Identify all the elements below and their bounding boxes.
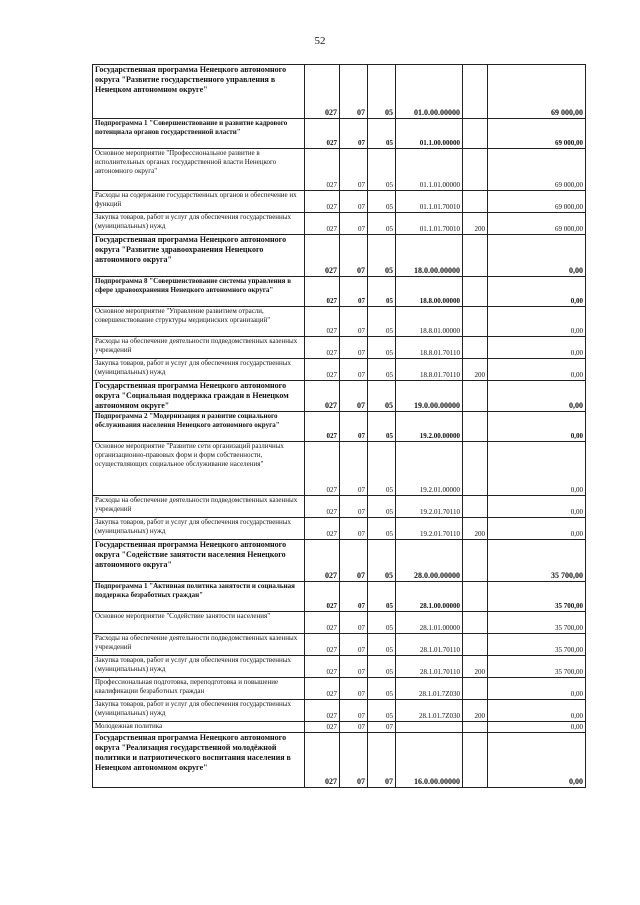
table-row bbox=[93, 496, 586, 518]
table-row bbox=[93, 337, 586, 359]
amount-cell: 0,00 bbox=[488, 412, 586, 442]
expense-type-cell: 200 bbox=[463, 518, 488, 540]
row-name-cell: Закупка товаров, работ и услуг для обеспечения государственных (муниципальных) нужд bbox=[93, 700, 305, 722]
subsection-code-cell: 05 bbox=[368, 496, 396, 518]
expense-type-cell bbox=[463, 307, 488, 337]
ministry-code-cell: 027 bbox=[305, 119, 340, 149]
section-code-cell: 07 bbox=[340, 119, 368, 149]
amount-cell: 69 000,00 bbox=[488, 149, 586, 191]
section-code-cell: 07 bbox=[340, 213, 368, 235]
subsection-code-cell: 05 bbox=[368, 442, 396, 496]
amount-cell: 35 700,00 bbox=[488, 612, 586, 634]
section-code-cell: 07 bbox=[340, 412, 368, 442]
expense-type-cell bbox=[463, 540, 488, 582]
ministry-code-cell: 027 bbox=[305, 634, 340, 656]
target-code-cell: 18.8.01.70110 bbox=[396, 337, 463, 359]
table-row bbox=[93, 634, 586, 656]
ministry-code-cell: 027 bbox=[305, 518, 340, 540]
table-row bbox=[93, 65, 586, 119]
row-name-cell: Расходы на содержание государственных органов и обеспечение их функций bbox=[93, 191, 305, 213]
row-name-cell: Подпрограмма 2 "Модернизация и развитие социального обслуживания населения Ненецкого автономного округа" bbox=[93, 412, 305, 442]
row-name-cell: Молодежная политика bbox=[93, 722, 305, 733]
row-name-cell: Закупка товаров, работ и услуг для обеспечения государственных (муниципальных) нужд bbox=[93, 518, 305, 540]
expense-type-cell bbox=[463, 191, 488, 213]
ministry-code-cell: 027 bbox=[305, 722, 340, 733]
section-code-cell: 07 bbox=[340, 656, 368, 678]
table-row bbox=[93, 235, 586, 277]
section-code-cell: 07 bbox=[340, 540, 368, 582]
subsection-code-cell: 05 bbox=[368, 235, 396, 277]
expense-type-cell bbox=[463, 119, 488, 149]
target-code-cell: 19.0.00.00000 bbox=[396, 381, 463, 412]
row-name-cell: Подпрограмма 1 "Активная политика занятости и социальная поддержка безработных граждан" bbox=[93, 582, 305, 612]
amount-cell: 69 000,00 bbox=[488, 191, 586, 213]
subsection-code-cell: 05 bbox=[368, 149, 396, 191]
section-code-cell: 07 bbox=[340, 722, 368, 733]
table-row bbox=[93, 722, 586, 733]
page-number: 52 bbox=[314, 35, 326, 47]
ministry-code-cell: 027 bbox=[305, 191, 340, 213]
target-code-cell: 19.2.00.00000 bbox=[396, 412, 463, 442]
target-code-cell: 18.8.01.70110 bbox=[396, 359, 463, 381]
target-code-cell: 18.8.01.00000 bbox=[396, 307, 463, 337]
amount-cell: 69 000,00 bbox=[488, 65, 586, 119]
table-row bbox=[93, 213, 586, 235]
row-name-cell: Государственная программа Ненецкого автономного округа "Реализация государственной молодёжной политики и патриотического воспитания населения в Ненецком автономном округе" bbox=[93, 733, 305, 788]
subsection-code-cell: 05 bbox=[368, 612, 396, 634]
amount-cell: 0,00 bbox=[488, 700, 586, 722]
expense-type-cell bbox=[463, 722, 488, 733]
ministry-code-cell: 027 bbox=[305, 496, 340, 518]
row-name-cell: Основное мероприятие "Управление развитием отрасли, совершенствование структуры медицинских организаций" bbox=[93, 307, 305, 337]
row-name-cell: Профессиональная подготовка, переподготовка и повышение квалификации безработных граждан bbox=[93, 678, 305, 700]
section-code-cell: 07 bbox=[340, 277, 368, 307]
expense-type-cell bbox=[463, 582, 488, 612]
table-row bbox=[93, 612, 586, 634]
amount-cell: 0,00 bbox=[488, 733, 586, 788]
ministry-code-cell: 027 bbox=[305, 235, 340, 277]
row-name-cell: Закупка товаров, работ и услуг для обеспечения государственных (муниципальных) нужд bbox=[93, 213, 305, 235]
subsection-code-cell: 05 bbox=[368, 678, 396, 700]
amount-cell: 0,00 bbox=[488, 307, 586, 337]
row-name-cell: Основное мероприятие "Содействие занятости населения" bbox=[93, 612, 305, 634]
amount-cell: 0,00 bbox=[488, 381, 586, 412]
amount-cell: 0,00 bbox=[488, 678, 586, 700]
ministry-code-cell: 027 bbox=[305, 277, 340, 307]
subsection-code-cell: 05 bbox=[368, 359, 396, 381]
row-name-cell: Подпрограмма 8 "Совершенствование системы управления в сфере здравоохранения Ненецкого автономного округа" bbox=[93, 277, 305, 307]
target-code-cell: 18.0.00.00000 bbox=[396, 235, 463, 277]
ministry-code-cell: 027 bbox=[305, 149, 340, 191]
target-code-cell: 28.1.01.7Z030 bbox=[396, 678, 463, 700]
target-code-cell: 01.1.01.70010 bbox=[396, 191, 463, 213]
table-row bbox=[93, 381, 586, 412]
amount-cell: 0,00 bbox=[488, 496, 586, 518]
target-code-cell: 01.0.00.00000 bbox=[396, 65, 463, 119]
amount-cell: 35 700,00 bbox=[488, 582, 586, 612]
ministry-code-cell: 027 bbox=[305, 442, 340, 496]
target-code-cell: 28.0.00.00000 bbox=[396, 540, 463, 582]
section-code-cell: 07 bbox=[340, 307, 368, 337]
ministry-code-cell: 027 bbox=[305, 656, 340, 678]
ministry-code-cell: 027 bbox=[305, 213, 340, 235]
expense-type-cell bbox=[463, 496, 488, 518]
table-row bbox=[93, 359, 586, 381]
expense-type-cell bbox=[463, 634, 488, 656]
subsection-code-cell: 05 bbox=[368, 700, 396, 722]
table-row bbox=[93, 191, 586, 213]
section-code-cell: 07 bbox=[340, 442, 368, 496]
amount-cell: 35 700,00 bbox=[488, 634, 586, 656]
row-name-cell: Расходы на обеспечение деятельности подведомственных казенных учреждений bbox=[93, 496, 305, 518]
section-code-cell: 07 bbox=[340, 700, 368, 722]
ministry-code-cell: 027 bbox=[305, 307, 340, 337]
ministry-code-cell: 027 bbox=[305, 612, 340, 634]
target-code-cell: 28.1.01.70110 bbox=[396, 634, 463, 656]
table-row bbox=[93, 582, 586, 612]
target-code-cell: 16.0.00.00000 bbox=[396, 733, 463, 788]
section-code-cell: 07 bbox=[340, 634, 368, 656]
table-row bbox=[93, 307, 586, 337]
amount-cell: 0,00 bbox=[488, 442, 586, 496]
expense-type-cell: 200 bbox=[463, 700, 488, 722]
subsection-code-cell: 05 bbox=[368, 656, 396, 678]
amount-cell: 35 700,00 bbox=[488, 540, 586, 582]
section-code-cell: 07 bbox=[340, 496, 368, 518]
target-code-cell: 19.2.01.70110 bbox=[396, 496, 463, 518]
subsection-code-cell: 05 bbox=[368, 518, 396, 540]
amount-cell: 69 000,00 bbox=[488, 213, 586, 235]
ministry-code-cell: 027 bbox=[305, 412, 340, 442]
section-code-cell: 07 bbox=[340, 733, 368, 788]
table-row bbox=[93, 700, 586, 722]
expense-type-cell bbox=[463, 65, 488, 119]
table-row bbox=[93, 277, 586, 307]
section-code-cell: 07 bbox=[340, 359, 368, 381]
target-code-cell: 01.1.00.00000 bbox=[396, 119, 463, 149]
row-name-cell: Государственная программа Ненецкого автономного округа "Социальная поддержка граждан в Ненецком автономном округе" bbox=[93, 381, 305, 412]
row-name-cell: Расходы на обеспечение деятельности подведомственных казенных учреждений bbox=[93, 634, 305, 656]
section-code-cell: 07 bbox=[340, 191, 368, 213]
ministry-code-cell: 027 bbox=[305, 337, 340, 359]
row-name-cell: Подпрограмма 1 "Совершенствование и развитие кадрового потенциала органов государственной власти" bbox=[93, 119, 305, 149]
expense-type-cell bbox=[463, 149, 488, 191]
table-row bbox=[93, 656, 586, 678]
subsection-code-cell: 07 bbox=[368, 722, 396, 733]
expense-type-cell bbox=[463, 235, 488, 277]
table-row bbox=[93, 442, 586, 496]
subsection-code-cell: 05 bbox=[368, 213, 396, 235]
expense-type-cell bbox=[463, 277, 488, 307]
subsection-code-cell: 05 bbox=[368, 381, 396, 412]
target-code-cell: 28.1.01.70110 bbox=[396, 656, 463, 678]
table-row bbox=[93, 733, 586, 788]
section-code-cell: 07 bbox=[340, 149, 368, 191]
row-name-cell: Государственная программа Ненецкого автономного округа "Содействие занятости населения Ненецкого автономного округа" bbox=[93, 540, 305, 582]
target-code-cell: 01.1.01.70010 bbox=[396, 213, 463, 235]
amount-cell: 69 000,00 bbox=[488, 119, 586, 149]
target-code-cell: 19.2.01.00000 bbox=[396, 442, 463, 496]
row-name-cell: Основное мероприятие "Развитие сети организаций различных организационно-правовых форм и форм собственности, осуществляющих социальное обслуживание населения" bbox=[93, 442, 305, 496]
subsection-code-cell: 05 bbox=[368, 277, 396, 307]
amount-cell: 0,00 bbox=[488, 722, 586, 733]
subsection-code-cell: 07 bbox=[368, 733, 396, 788]
amount-cell: 0,00 bbox=[488, 518, 586, 540]
table-row bbox=[93, 518, 586, 540]
row-name-cell: Государственная программа Ненецкого автономного округа "Развитие государственного управления в Ненецком автономном округе" bbox=[93, 65, 305, 119]
table-row bbox=[93, 412, 586, 442]
table-row bbox=[93, 119, 586, 149]
expense-type-cell: 200 bbox=[463, 656, 488, 678]
subsection-code-cell: 05 bbox=[368, 337, 396, 359]
table-row bbox=[93, 678, 586, 700]
row-name-cell: Расходы на обеспечение деятельности подведомственных казенных учреждений bbox=[93, 337, 305, 359]
subsection-code-cell: 05 bbox=[368, 119, 396, 149]
ministry-code-cell: 027 bbox=[305, 65, 340, 119]
section-code-cell: 07 bbox=[340, 612, 368, 634]
ministry-code-cell: 027 bbox=[305, 678, 340, 700]
expense-type-cell bbox=[463, 733, 488, 788]
section-code-cell: 07 bbox=[340, 381, 368, 412]
section-code-cell: 07 bbox=[340, 65, 368, 119]
ministry-code-cell: 027 bbox=[305, 733, 340, 788]
subsection-code-cell: 05 bbox=[368, 307, 396, 337]
expense-type-cell: 200 bbox=[463, 213, 488, 235]
row-name-cell: Основное мероприятие "Профессиональное развитие в исполнительных органах государственной власти Ненецкого автономного округа" bbox=[93, 149, 305, 191]
expense-type-cell bbox=[463, 678, 488, 700]
table-row bbox=[93, 540, 586, 582]
section-code-cell: 07 bbox=[340, 235, 368, 277]
target-code-cell: 01.1.01.00000 bbox=[396, 149, 463, 191]
table-row bbox=[93, 149, 586, 191]
budget-table bbox=[92, 64, 586, 788]
expense-type-cell bbox=[463, 442, 488, 496]
subsection-code-cell: 05 bbox=[368, 540, 396, 582]
expense-type-cell: 200 bbox=[463, 359, 488, 381]
section-code-cell: 07 bbox=[340, 337, 368, 359]
subsection-code-cell: 05 bbox=[368, 412, 396, 442]
expense-type-cell bbox=[463, 412, 488, 442]
section-code-cell: 07 bbox=[340, 582, 368, 612]
target-code-cell bbox=[396, 722, 463, 733]
subsection-code-cell: 05 bbox=[368, 582, 396, 612]
ministry-code-cell: 027 bbox=[305, 540, 340, 582]
section-code-cell: 07 bbox=[340, 678, 368, 700]
target-code-cell: 28.1.01.00000 bbox=[396, 612, 463, 634]
expense-type-cell bbox=[463, 612, 488, 634]
amount-cell: 35 700,00 bbox=[488, 656, 586, 678]
target-code-cell: 28.1.01.7Z030 bbox=[396, 700, 463, 722]
amount-cell: 0,00 bbox=[488, 277, 586, 307]
ministry-code-cell: 027 bbox=[305, 381, 340, 412]
subsection-code-cell: 05 bbox=[368, 634, 396, 656]
ministry-code-cell: 027 bbox=[305, 582, 340, 612]
subsection-code-cell: 05 bbox=[368, 65, 396, 119]
expense-type-cell bbox=[463, 337, 488, 359]
amount-cell: 0,00 bbox=[488, 359, 586, 381]
subsection-code-cell: 05 bbox=[368, 191, 396, 213]
row-name-cell: Закупка товаров, работ и услуг для обеспечения государственных (муниципальных) нужд bbox=[93, 656, 305, 678]
ministry-code-cell: 027 bbox=[305, 700, 340, 722]
ministry-code-cell: 027 bbox=[305, 359, 340, 381]
amount-cell: 0,00 bbox=[488, 337, 586, 359]
amount-cell: 0,00 bbox=[488, 235, 586, 277]
row-name-cell: Государственная программа Ненецкого автономного округа "Развитие здравоохранения Ненецкого автономного округа" bbox=[93, 235, 305, 277]
expense-type-cell bbox=[463, 381, 488, 412]
target-code-cell: 28.1.00.00000 bbox=[396, 582, 463, 612]
target-code-cell: 18.8.00.00000 bbox=[396, 277, 463, 307]
target-code-cell: 19.2.01.70110 bbox=[396, 518, 463, 540]
row-name-cell: Закупка товаров, работ и услуг для обеспечения государственных (муниципальных) нужд bbox=[93, 359, 305, 381]
section-code-cell: 07 bbox=[340, 518, 368, 540]
